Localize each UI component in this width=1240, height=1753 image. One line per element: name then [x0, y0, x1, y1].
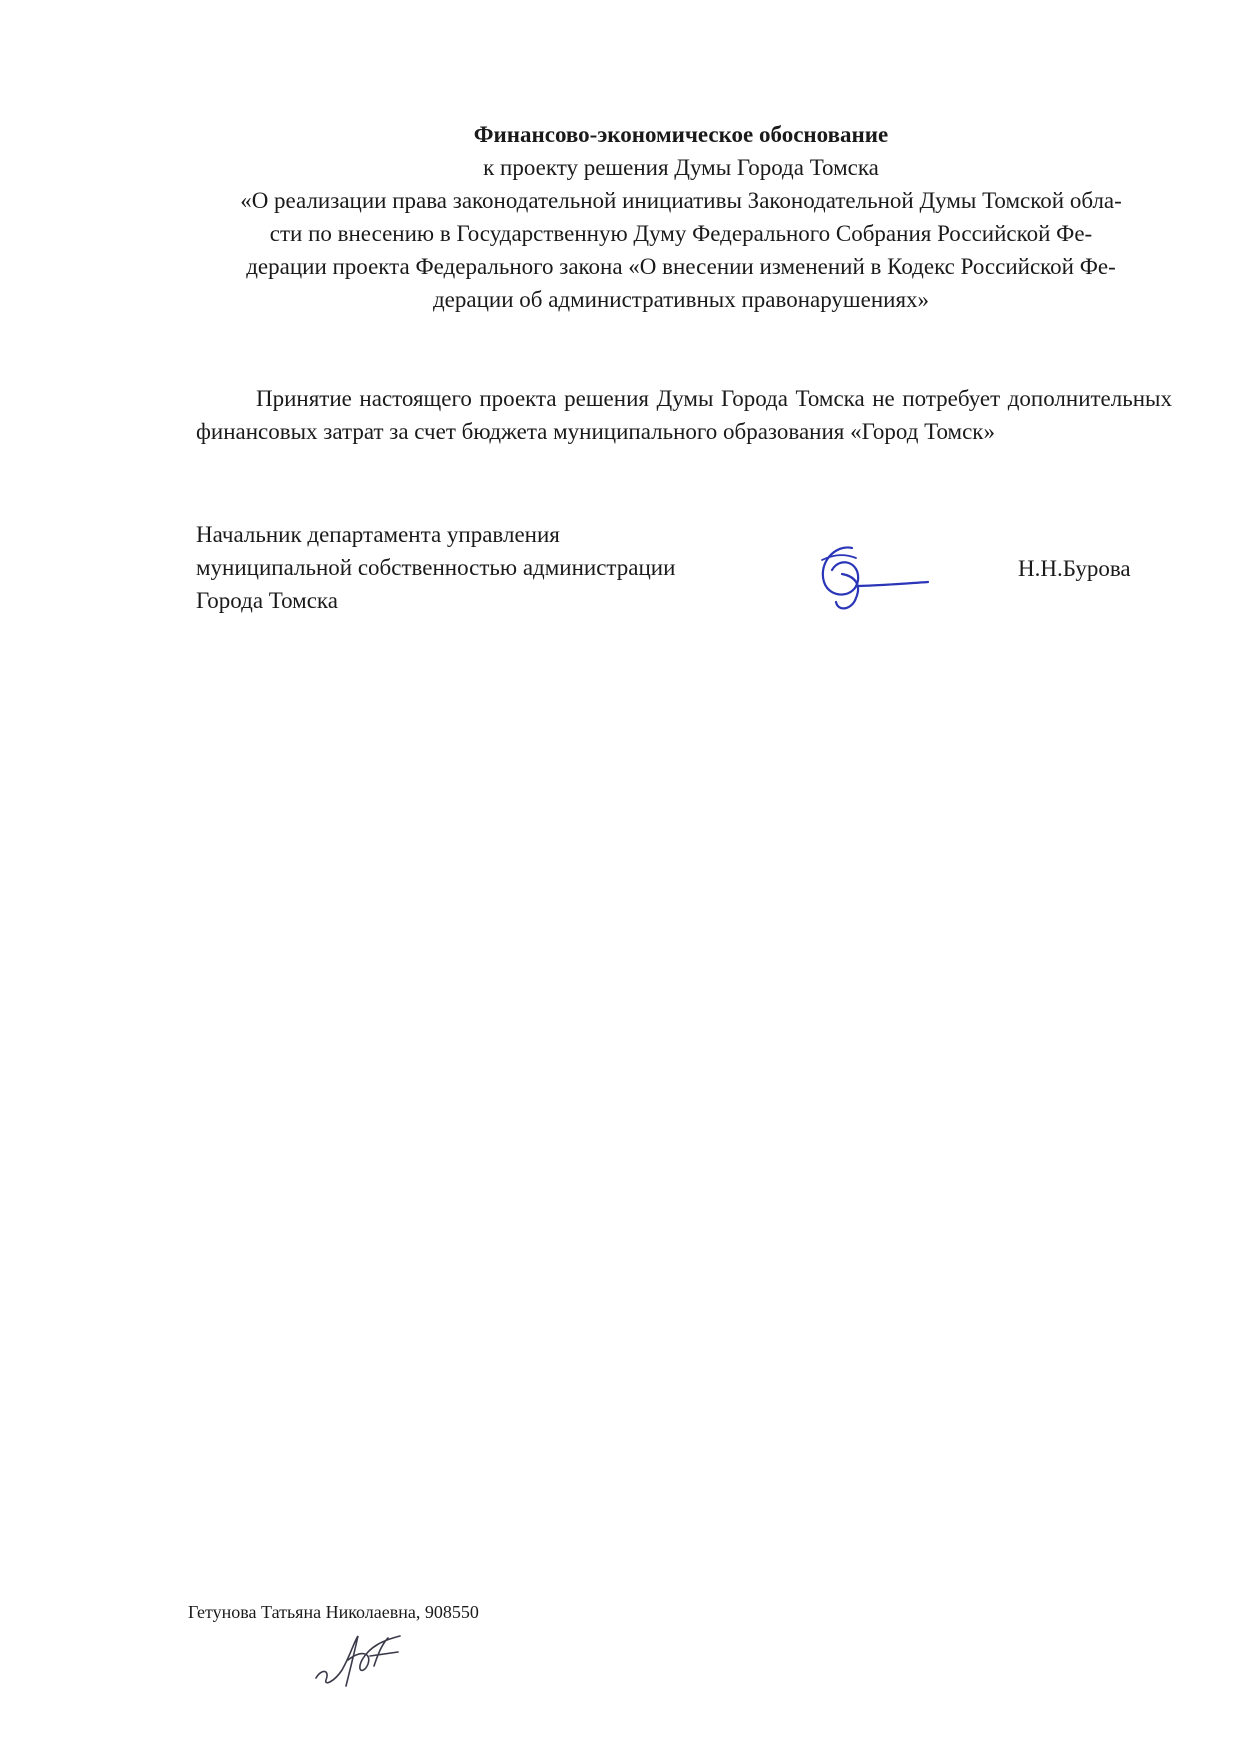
initials-signature [312, 1630, 404, 1690]
handwritten-signature [812, 540, 932, 616]
subject-line: «О реализации права законодательной инициативы Законодательной Думы Томской обла- [240, 188, 1122, 213]
body-paragraph: Принятие настоящего проекта решения Думы Города Томска не потребует дополнительных финансовых затрат за счет бюджета муниципального образования «Город Томск» [196, 386, 1172, 444]
signatory-position-line: Начальник департамента управления [196, 522, 560, 547]
document-title: Финансово-экономическое обоснование [473, 122, 889, 147]
signatory-position-line: Города Томска [196, 588, 338, 613]
subject-line: дерации об административных правонарушениях» [432, 287, 930, 312]
subject-line: сти по внесению в Государственную Думу Федерального Собрания Российской Фе- [269, 221, 1093, 246]
document-header [190, 118, 1172, 316]
signatory-position [196, 518, 756, 617]
signatory-name: Н.Н.Бурова [1018, 556, 1131, 581]
signatory-position-line: муниципальной собственностью администрации [196, 555, 676, 580]
document-subtitle: к проекту решения Думы Города Томска [483, 155, 879, 180]
subject-line: дерации проекта Федерального закона «О внесении изменений в Кодекс Российской Фе- [246, 254, 1116, 279]
executor-contact: Гетунова Татьяна Николаевна, 908550 [188, 1602, 479, 1622]
